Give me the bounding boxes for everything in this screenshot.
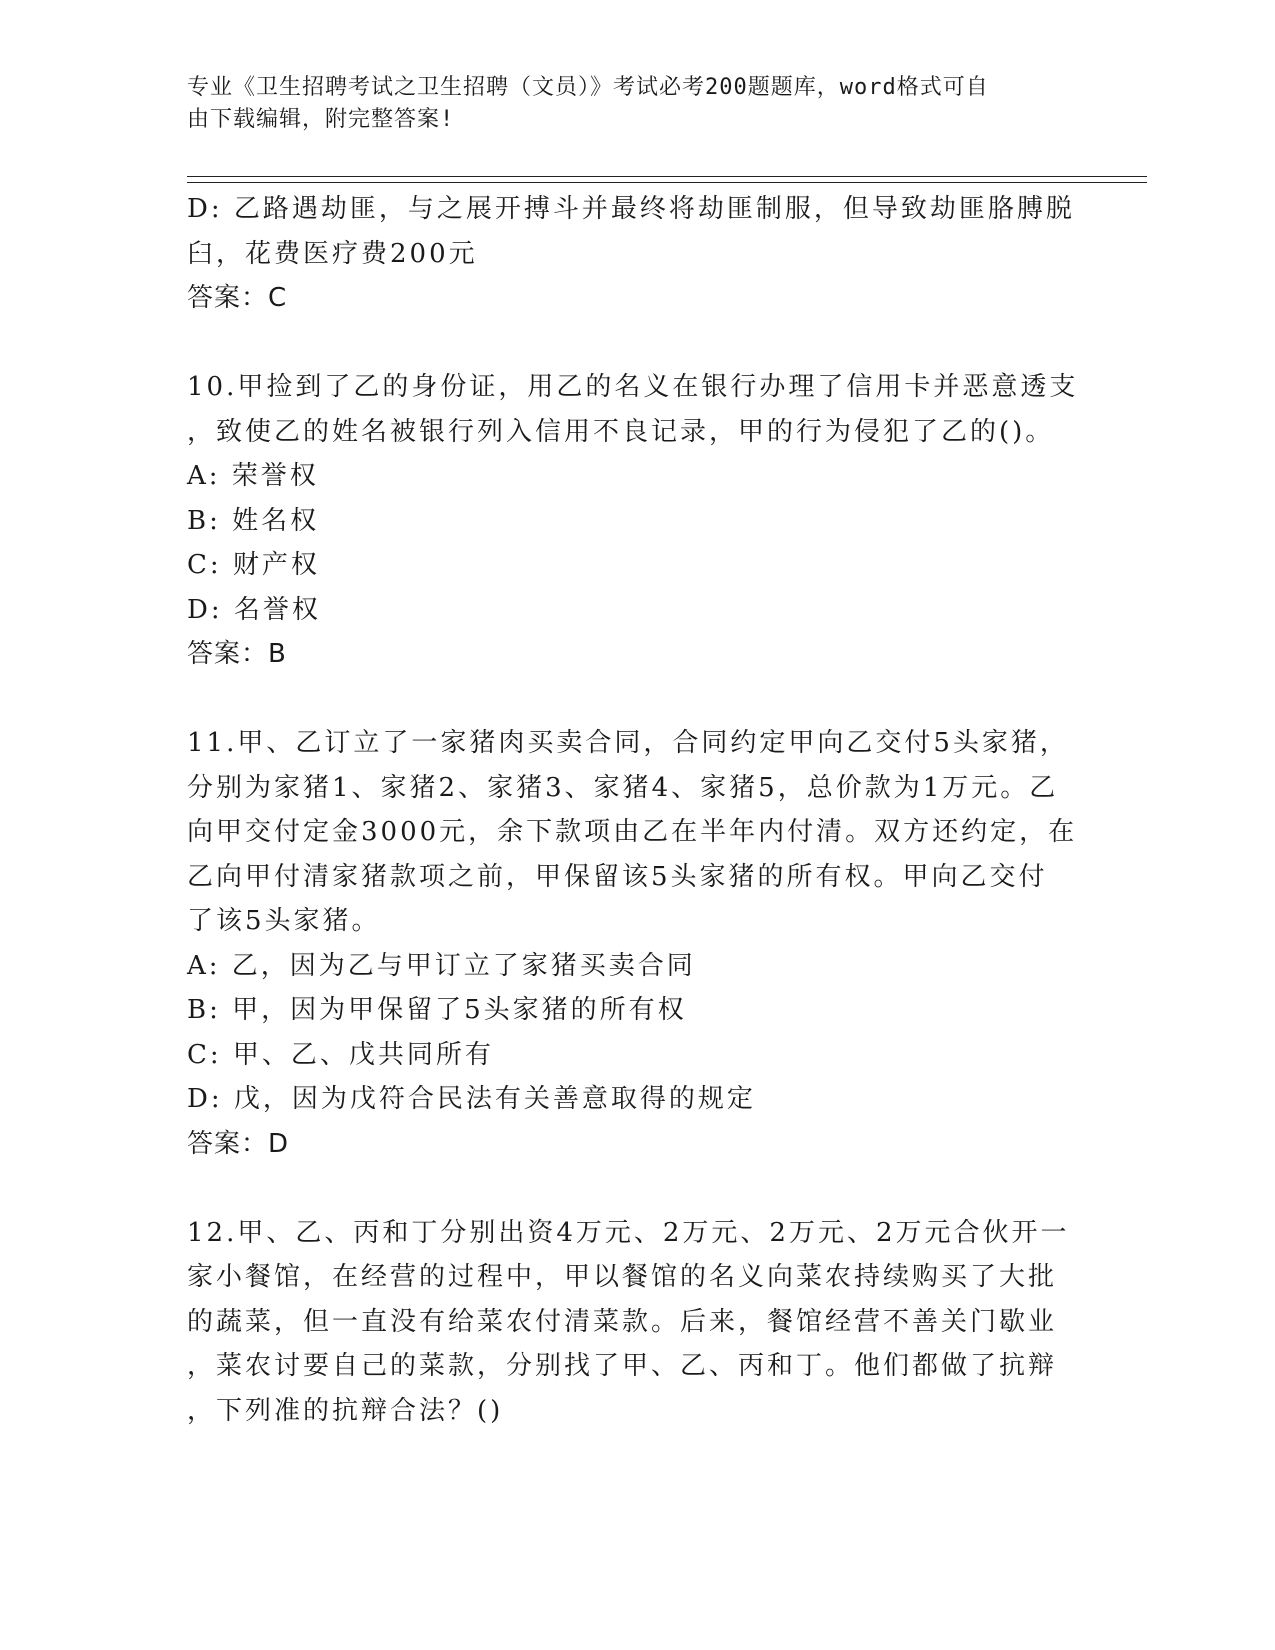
- question-12: [187, 1211, 1087, 1434]
- question-text-line-4: ，菜农讨要自己的菜款，分别找了甲、乙、丙和丁。他们都做了抗辩: [187, 1351, 1058, 1381]
- question-text-line-1: 11.甲、乙订立了一家猪肉买卖合同，合同约定甲向乙交付5头家猪，: [187, 728, 1069, 758]
- question-9-tail: [187, 187, 1087, 321]
- option-b: B: 姓名权: [187, 505, 320, 536]
- option-c: C: 财产权: [187, 550, 320, 580]
- question-text-line-3: 向甲交付定金3000元，余下款项由乙在半年内付清。双方还约定，在: [187, 817, 1078, 847]
- option-a: A: 乙，因为乙与甲订立了家猪买卖合同: [187, 950, 696, 981]
- header-divider-thin: [187, 182, 1147, 183]
- question-text-line-5: ，下列准的抗辩合法？(): [187, 1395, 504, 1426]
- option-d: D: 名誉权: [187, 594, 321, 625]
- question-10: [187, 365, 1087, 677]
- option-d-line-1: D: 乙路遇劫匪，与之展开搏斗并最终将劫匪制服，但导致劫匪胳膊脱: [187, 194, 1075, 224]
- answer-label: 答案：D: [187, 1128, 290, 1159]
- question-11: [187, 721, 1087, 1166]
- answer-label: 答案：C: [187, 283, 288, 313]
- option-d-line-2: 臼，花费医疗费200元: [187, 238, 478, 269]
- option-d: D: 戊，因为戊符合民法有关善意取得的规定: [187, 1084, 756, 1114]
- question-text-line-1: 10.甲捡到了乙的身份证，用乙的名义在银行办理了信用卡并恶意透支: [187, 372, 1079, 402]
- header-divider-thick: [187, 176, 1147, 177]
- question-text-line-1: 12.甲、乙、丙和丁分别出资4万元、2万元、2万元、2万元合伙开一: [187, 1217, 1070, 1248]
- option-b: B: 甲，因为甲保留了5头家猪的所有权: [187, 995, 687, 1025]
- question-text-line-2: 分别为家猪1、家猪2、家猪3、家猪4、家猪5，总价款为1万元。乙: [187, 772, 1059, 803]
- header-line-1: 专业《卫生招聘考试之卫生招聘（文员）》考试必考200题题库，word格式可自: [187, 75, 989, 100]
- option-a: A: 荣誉权: [187, 461, 319, 491]
- document-header: [187, 72, 1067, 136]
- answer-label: 答案：B: [187, 639, 287, 669]
- question-text-line-5: 了该5头家猪。: [187, 906, 381, 936]
- question-text-line-2: 家小餐馆，在经营的过程中，甲以餐馆的名义向菜农持续购买了大批: [187, 1262, 1058, 1292]
- option-c: C: 甲、乙、戊共同所有: [187, 1039, 494, 1070]
- header-line-2: 由下载编辑，附完整答案!: [187, 107, 455, 132]
- question-text-line-4: 乙向甲付清家猪款项之前，甲保留该5头家猪的所有权。甲向乙交付: [187, 861, 1048, 892]
- question-text-line-3: 的蔬菜，但一直没有给菜农付清菜款。后来，餐馆经营不善关门歇业: [187, 1306, 1058, 1337]
- question-body: [187, 187, 1087, 1433]
- question-text-line-2: ，致使乙的姓名被银行列入信用不良记录，甲的行为侵犯了乙的()。: [187, 416, 1055, 447]
